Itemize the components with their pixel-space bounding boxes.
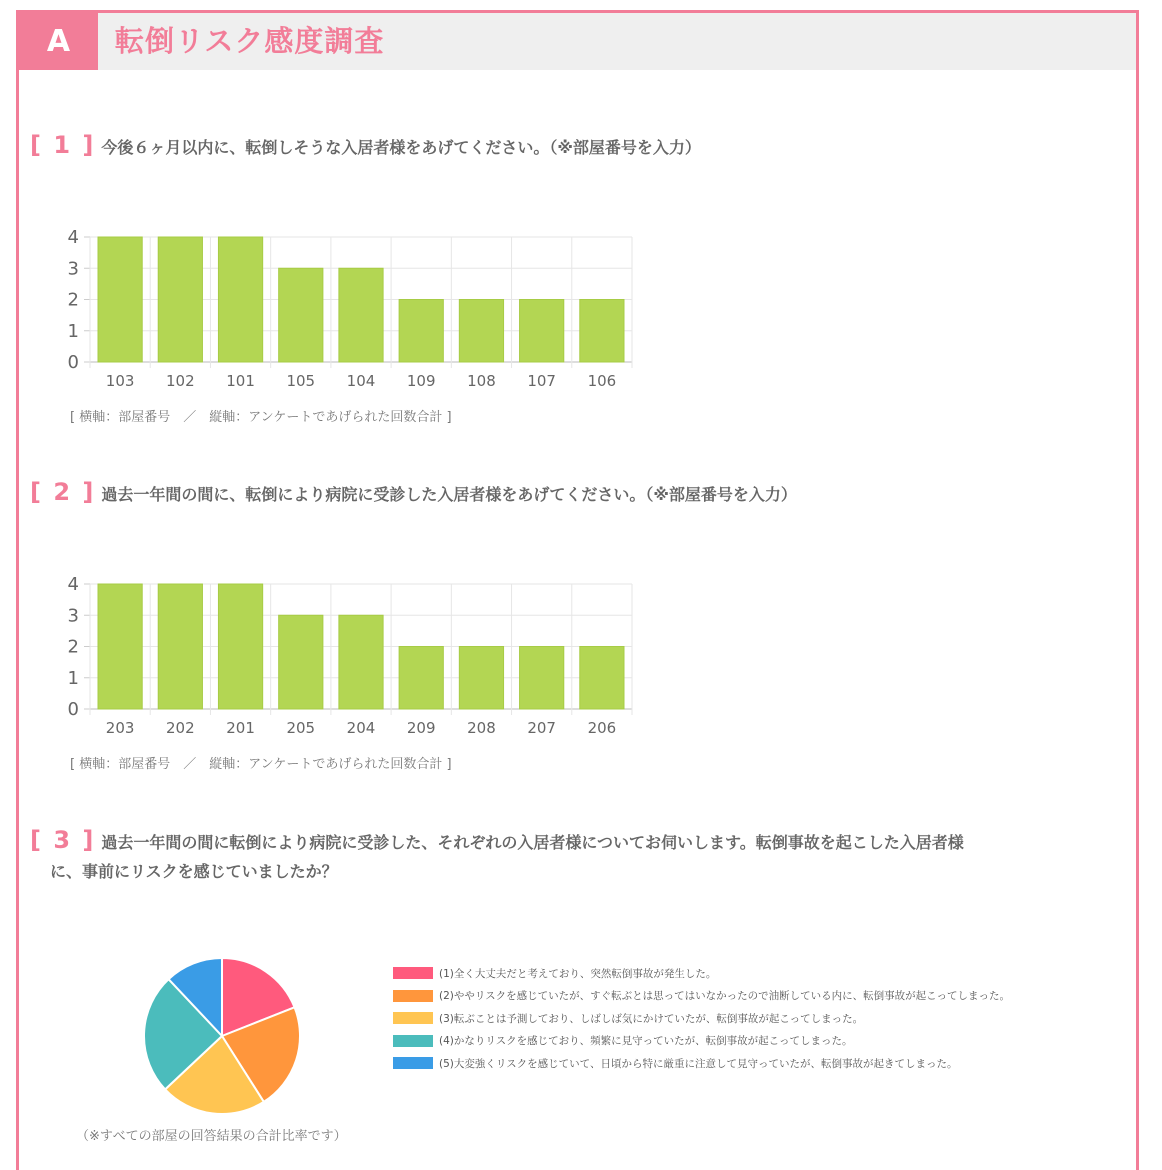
bar	[279, 615, 323, 709]
pie-chart-q3	[140, 954, 304, 1118]
bar	[339, 268, 383, 362]
x-tick-label: 104	[346, 372, 376, 390]
x-tick-label: 209	[406, 719, 436, 737]
x-tick-label: 201	[226, 719, 255, 737]
question-text: 過去一年間の間に、転倒により病院に受診した入居者様をあげてください。（※部屋番号を入力）	[101, 485, 797, 504]
bar	[158, 237, 202, 362]
legend-swatch	[393, 1012, 433, 1024]
bar	[580, 647, 624, 710]
legend-item	[393, 962, 1010, 985]
legend-swatch	[393, 967, 433, 979]
x-tick-label: 102	[166, 372, 195, 390]
bar	[339, 615, 383, 709]
y-tick-label: 2	[67, 636, 79, 658]
legend-item	[393, 1030, 1010, 1053]
x-tick-label: 105	[286, 372, 316, 390]
legend-label: (2)ややリスクを感じていたが、すぐ転ぶとは思ってはいなかったので油断している内に、転倒事故が起こってしまった。	[439, 990, 1010, 1003]
legend-item	[393, 985, 1010, 1008]
question-text-line-1: 過去一年間の間に転倒により病院に受診した、それぞれの入居者様についてお伺いします。転倒事故を起こした入居者様	[101, 833, 964, 852]
x-tick-label: 202	[166, 719, 195, 737]
x-tick-label: 205	[286, 719, 316, 737]
bar	[98, 584, 142, 709]
x-tick-label: 208	[467, 719, 496, 737]
y-tick-label: 4	[67, 574, 79, 595]
legend-swatch	[393, 1035, 433, 1047]
question-number: [ 3 ]	[30, 826, 96, 854]
bar	[459, 300, 503, 363]
y-tick-label: 0	[67, 699, 79, 720]
x-tick-label: 101	[226, 372, 255, 390]
x-tick-label: 108	[467, 372, 496, 390]
legend-item	[393, 1007, 1010, 1030]
legend-item	[393, 1052, 1010, 1075]
y-tick-label: 1	[67, 320, 79, 342]
bar	[399, 300, 443, 363]
question-2	[30, 479, 797, 508]
pie-note: （※すべての部屋の回答結果の合計比率です）	[76, 1129, 347, 1144]
bar	[399, 647, 443, 710]
x-tick-label: 109	[406, 372, 436, 390]
section-header	[19, 13, 1136, 70]
legend-swatch	[393, 1057, 433, 1069]
bar	[580, 300, 624, 363]
bar	[218, 237, 262, 362]
legend-label: (5)大変強くリスクを感じていて、日頃から特に厳重に注意して見守っていたが、転倒事故が起きてしまった。	[439, 1057, 958, 1070]
bar	[520, 647, 564, 710]
bar	[158, 584, 202, 709]
y-tick-label: 2	[67, 289, 79, 311]
legend-swatch	[393, 990, 433, 1002]
bar	[520, 300, 564, 363]
legend-label: (3)転ぶことは予測しており、しばしば気にかけていたが、転倒事故が起こってしまった。	[439, 1012, 864, 1025]
question-number: [ 1 ]	[30, 131, 96, 159]
section-title: 転倒リスク感度調査	[115, 24, 385, 58]
bar	[218, 584, 262, 709]
bar-chart-q2	[50, 569, 650, 741]
pie-legend	[393, 962, 1010, 1075]
bar	[98, 237, 142, 362]
x-tick-label: 206	[587, 719, 617, 737]
question-1	[30, 132, 701, 161]
y-tick-label: 0	[67, 352, 79, 373]
axis-note: [ 横軸：部屋番号 ／ 縦軸：アンケートであげられた回数合計 ]	[70, 410, 452, 425]
question-number: [ 2 ]	[30, 478, 96, 506]
bar	[279, 268, 323, 362]
x-tick-label: 106	[587, 372, 617, 390]
axis-note: [ 横軸：部屋番号 ／ 縦軸：アンケートであげられた回数合計 ]	[70, 757, 452, 772]
y-tick-label: 3	[67, 605, 79, 627]
question-text: 今後６ヶ月以内に、転倒しそうな入居者様をあげてください。（※部屋番号を入力）	[101, 138, 701, 157]
x-tick-label: 107	[527, 372, 556, 390]
legend-label: (4)かなりリスクを感じており、頻繁に見守っていたが、転倒事故が起こってしまった。	[439, 1035, 853, 1048]
section-badge: A	[19, 13, 98, 70]
y-tick-label: 3	[67, 258, 79, 280]
bar	[459, 647, 503, 710]
x-tick-label: 103	[105, 372, 135, 390]
bar-chart-q1	[50, 222, 650, 394]
legend-label: (1)全く大丈夫だと考えており、突然転倒事故が発生した。	[439, 967, 717, 980]
y-tick-label: 4	[67, 227, 79, 248]
x-tick-label: 207	[527, 719, 556, 737]
y-tick-label: 1	[67, 667, 79, 689]
x-tick-label: 203	[105, 719, 135, 737]
question-3	[30, 827, 964, 885]
x-tick-label: 204	[346, 719, 376, 737]
question-text-line-2: に、事前にリスクを感じていましたか？	[50, 862, 338, 881]
